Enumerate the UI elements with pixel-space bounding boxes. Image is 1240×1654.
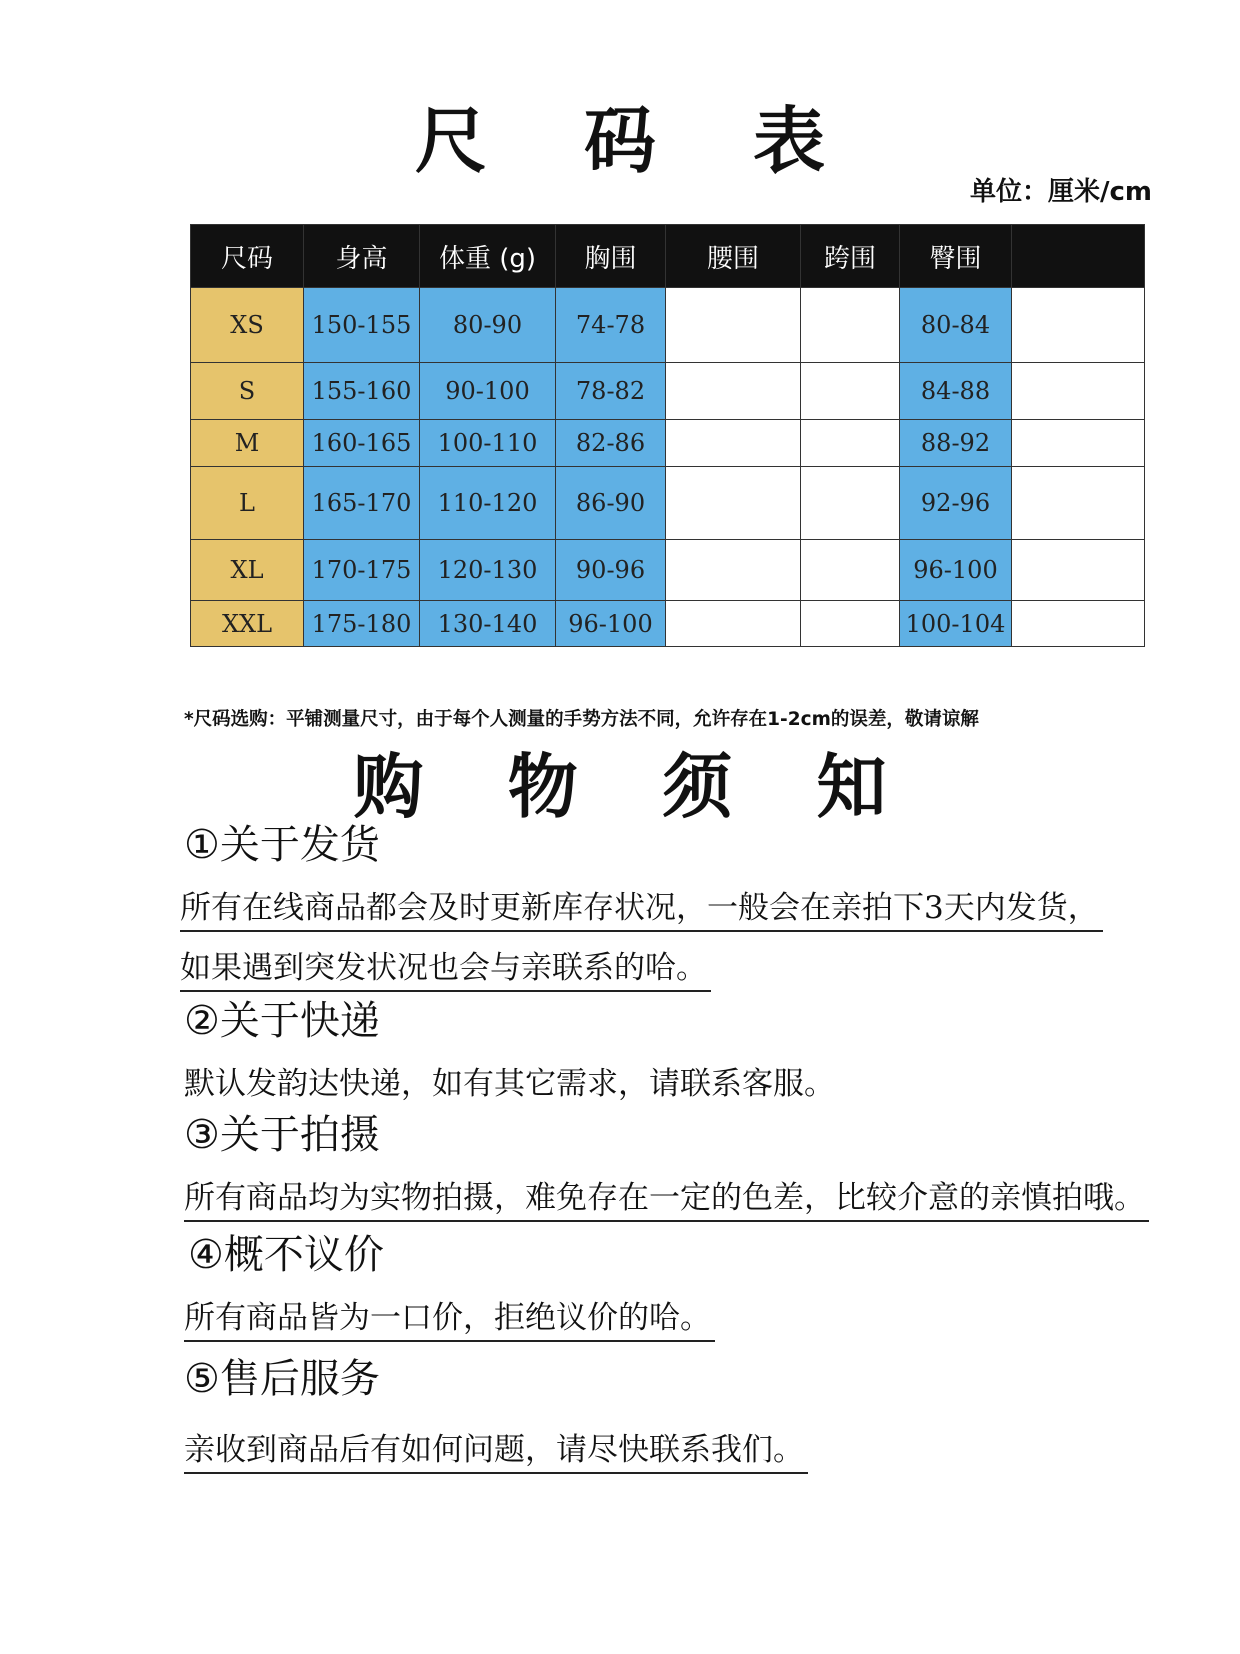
chest-cell: 96-100	[556, 601, 666, 647]
section-price-line-1: 所有商品皆为一口价，拒绝议价的哈。	[184, 1296, 715, 1342]
header-chest: 胸围	[556, 225, 666, 288]
section-price-heading: ④概不议价	[188, 1232, 384, 1278]
hip-cell: 88-92	[900, 420, 1012, 467]
waist-cell	[666, 540, 801, 601]
hip-cell: 92-96	[900, 467, 1012, 540]
table-row	[191, 420, 1145, 467]
chest-cell: 90-96	[556, 540, 666, 601]
shopping-notice-title: 购 物 须 知	[353, 746, 917, 828]
size-cell: XXL	[191, 601, 304, 647]
chest-cell: 78-82	[556, 363, 666, 420]
section-shipping-line-2: 如果遇到突发状况也会与亲联系的哈。	[180, 946, 711, 992]
crotch-cell	[801, 288, 900, 363]
size-chart-table	[190, 224, 1145, 647]
waist-cell	[666, 467, 801, 540]
table-row	[191, 363, 1145, 420]
hip-cell: 84-88	[900, 363, 1012, 420]
section-photo-heading: ③关于拍摄	[184, 1112, 380, 1158]
header-size: 尺码	[191, 225, 304, 288]
weight-cell: 110-120	[420, 467, 556, 540]
header-height: 身高	[304, 225, 420, 288]
chest-cell: 74-78	[556, 288, 666, 363]
crotch-cell	[801, 363, 900, 420]
weight-cell: 130-140	[420, 601, 556, 647]
table-row	[191, 601, 1145, 647]
table-row	[191, 467, 1145, 540]
chest-cell: 82-86	[556, 420, 666, 467]
waist-cell	[666, 420, 801, 467]
header-waist: 腰围	[666, 225, 801, 288]
header-extra	[1012, 225, 1145, 288]
table-header-row	[191, 225, 1145, 288]
size-cell: M	[191, 420, 304, 467]
weight-cell: 120-130	[420, 540, 556, 601]
crotch-cell	[801, 467, 900, 540]
hip-cell: 80-84	[900, 288, 1012, 363]
hip-cell: 100-104	[900, 601, 1012, 647]
page-title: 尺 码 表	[414, 99, 862, 183]
extra-cell	[1012, 601, 1145, 647]
waist-cell	[666, 363, 801, 420]
header-crotch: 跨围	[801, 225, 900, 288]
size-cell: XL	[191, 540, 304, 601]
extra-cell	[1012, 540, 1145, 601]
sizing-note: *尺码选购：平铺测量尺寸，由于每个人测量的手势方法不同，允许存在1-2cm的误差，敬请谅解	[184, 709, 979, 730]
size-cell: L	[191, 467, 304, 540]
height-cell: 160-165	[304, 420, 420, 467]
hip-cell: 96-100	[900, 540, 1012, 601]
chest-cell: 86-90	[556, 467, 666, 540]
extra-cell	[1012, 467, 1145, 540]
section-photo-line-1: 所有商品均为实物拍摄，难免存在一定的色差，比较介意的亲慎拍哦。	[184, 1176, 1149, 1222]
height-cell: 175-180	[304, 601, 420, 647]
waist-cell	[666, 601, 801, 647]
waist-cell	[666, 288, 801, 363]
table-row	[191, 288, 1145, 363]
height-cell: 155-160	[304, 363, 420, 420]
section-shipping-line-1: 所有在线商品都会及时更新库存状况，一般会在亲拍下3天内发货，	[180, 886, 1103, 932]
extra-cell	[1012, 420, 1145, 467]
section-aftersale-heading: ⑤售后服务	[184, 1356, 380, 1402]
section-express-heading: ②关于快递	[184, 998, 380, 1044]
size-cell: S	[191, 363, 304, 420]
section-shipping-heading: ①关于发货	[184, 822, 380, 868]
height-cell: 170-175	[304, 540, 420, 601]
table-row	[191, 540, 1145, 601]
weight-cell: 90-100	[420, 363, 556, 420]
crotch-cell	[801, 601, 900, 647]
crotch-cell	[801, 540, 900, 601]
header-weight: 体重 (g)	[420, 225, 556, 288]
unit-label: 单位：厘米/cm	[969, 177, 1152, 207]
size-cell: XS	[191, 288, 304, 363]
weight-cell: 100-110	[420, 420, 556, 467]
header-hip: 臀围	[900, 225, 1012, 288]
extra-cell	[1012, 288, 1145, 363]
extra-cell	[1012, 363, 1145, 420]
section-express-line-1: 默认发韵达快递，如有其它需求，请联系客服。	[184, 1066, 835, 1102]
height-cell: 150-155	[304, 288, 420, 363]
section-aftersale-line-1: 亲收到商品后有如何问题，请尽快联系我们。	[184, 1428, 808, 1474]
crotch-cell	[801, 420, 900, 467]
height-cell: 165-170	[304, 467, 420, 540]
weight-cell: 80-90	[420, 288, 556, 363]
